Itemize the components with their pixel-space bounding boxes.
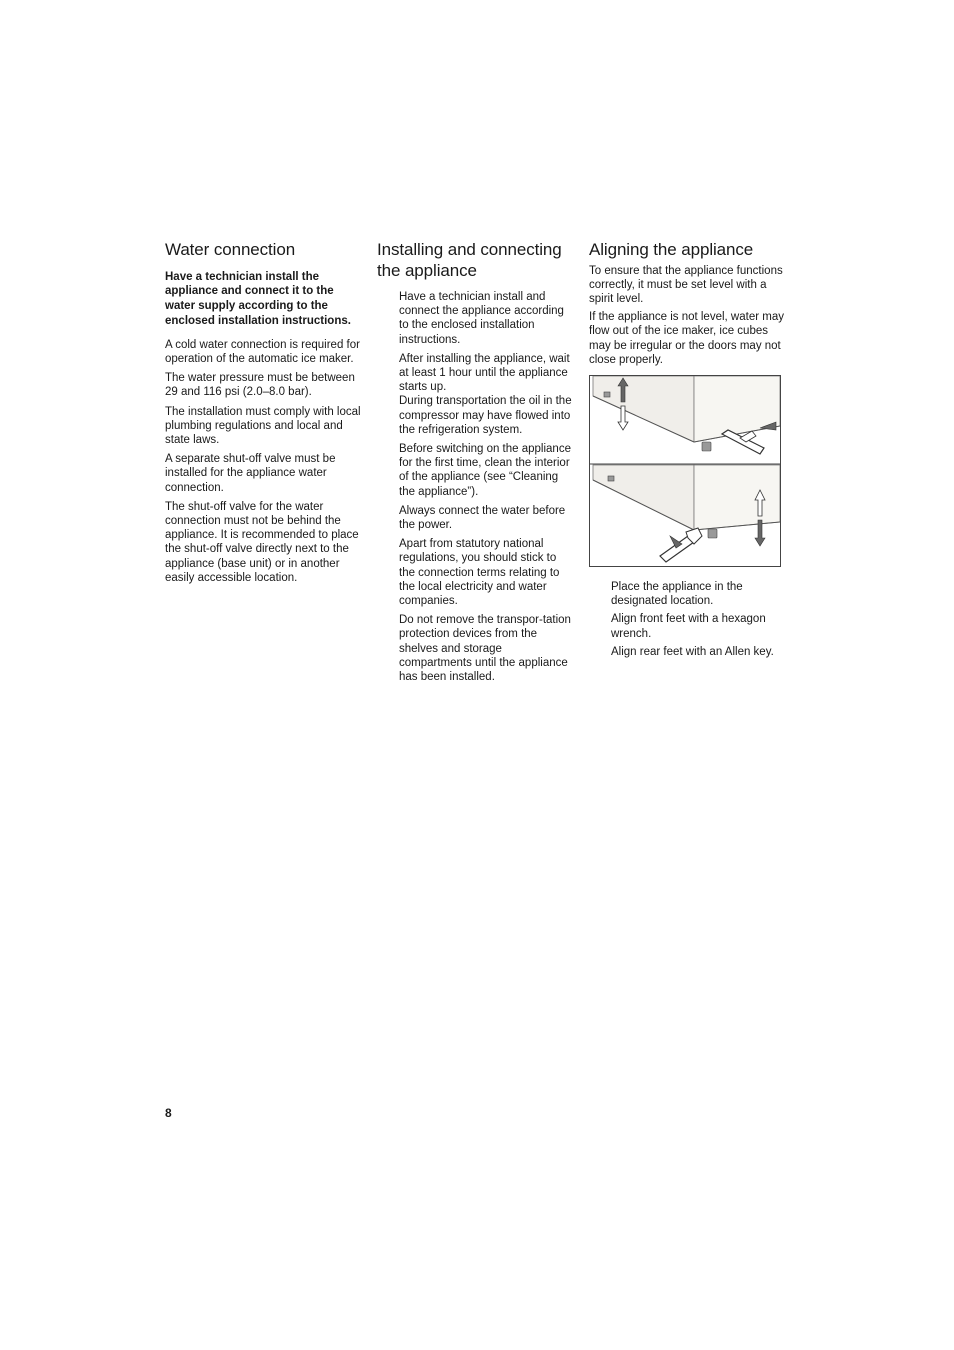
rear-foot-icon: [604, 392, 610, 397]
water-connection-paragraph: The water pressure must be between 29 and 116 psi (2.0–8.0 bar).: [165, 372, 355, 399]
water-connection-paragraph: A separate shut-off valve must be installed for the appliance water connection.: [165, 453, 336, 494]
appliance-feet-diagram: [590, 376, 780, 566]
aligning-intro: If the appliance is not level, water may flow out of the ice maker, ice cubes may be irregular or the doors may not close properly.: [589, 311, 784, 366]
installing-paragraph: Do not remove the transpor-tation protection devices from the shelves and storage compartments until the appliance has been installed.: [399, 614, 571, 684]
installing-paragraph: After installing the appliance, wait at least 1 hour until the appliance starts up.: [399, 352, 570, 394]
water-connection-lead: Have a technician install the appliance and connect it to the water supply according to the enclosed installation instructions.: [165, 270, 351, 327]
installing-section: [377, 240, 573, 689]
aligning-step: Align front feet with a hexagon wrench.: [611, 613, 766, 640]
aligning-intro: To ensure that the appliance functions correctly, it must be set level with a spirit level.: [589, 264, 783, 305]
water-connection-paragraph: The installation must comply with local plumbing regulations and local and state laws.: [165, 405, 361, 446]
installing-paragraph: Before switching on the appliance for the first time, clean the interior of the appliance (see “Cleaning the appliance”).: [399, 443, 571, 498]
water-connection-paragraph: The shut-off valve for the water connection must not be behind the appliance. It is recommended to place the shut-off valve directly next to the appliance (base unit) or in another easily accessible location.: [165, 500, 359, 584]
aligning-section: [589, 240, 785, 663]
page-number: 8: [165, 1106, 172, 1120]
water-connection-section: [165, 240, 361, 590]
aligning-heading: Aligning the appliance: [589, 240, 754, 259]
aligning-step: Place the appliance in the designated location.: [611, 580, 743, 608]
hexagon-wrench-icon: [660, 536, 694, 562]
leveling-illustration: [589, 375, 781, 567]
installing-paragraph: Have a technician install and connect the appliance according to the enclosed installation instructions.: [399, 291, 564, 346]
water-connection-paragraph: A cold water connection is required for operation of the automatic ice maker.: [165, 338, 360, 365]
allen-key-icon: [722, 430, 764, 454]
installing-heading: Installing and connecting the appliance: [377, 240, 562, 280]
front-foot-icon: [702, 442, 711, 451]
appliance-side-panel: [593, 376, 694, 442]
aligning-step: Align rear feet with an Allen key.: [611, 645, 774, 658]
front-foot-icon: [708, 529, 717, 538]
installing-paragraph: During transportation the oil in the compressor may have flowed into the refrigeration system.: [399, 395, 572, 436]
water-connection-heading: Water connection: [165, 240, 296, 259]
installing-paragraph: Always connect the water before the power.: [399, 504, 566, 532]
appliance-front-panel: [694, 376, 780, 442]
installing-paragraph: Apart from statutory national regulations, you should stick to the connection terms relating to the local electricity and water companies.: [399, 538, 560, 608]
